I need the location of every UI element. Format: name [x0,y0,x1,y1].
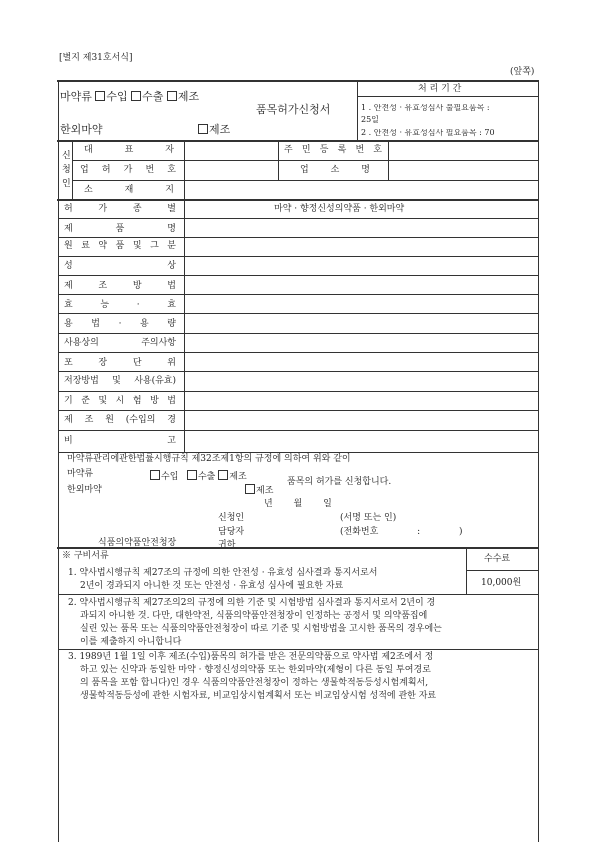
statement-date: 년 월 일 [264,499,332,509]
checkbox-statement-export[interactable] [187,470,197,480]
phone-field[interactable]: (전화번호 : ) [340,527,463,537]
checkbox-export[interactable] [131,91,141,101]
row-label-package-unit: 포 장 단 위 [64,358,176,368]
doc-item-1-line-1: 1. 약사법시행규칙 제27조의 규정에 의한 안전성 · 유효성 심사결과 통지서로서 [68,568,378,578]
statement-option-2: 제조 [245,484,273,496]
row-label-storage: 저장방법 및 사용(유효) [64,376,176,386]
manager-label: 담당자 [218,527,245,537]
doc-item-3-line-4: 생물학적동등성에 관한 시험자료, 비교임상시험계획서 또는 비교임상시험 성적에 관한 자료 [80,691,437,701]
processing-item-2: 2 . 안전성 · 유효성심사 필요품목 : 70 [361,129,495,137]
statement-prefix-2: 한외마약 [67,485,102,495]
doc-item-2-line-4: 이를 제출하지 아니합니다 [80,637,182,647]
row-value-permit-type: 마약 · 향정신성의약품 · 한외마약 [274,204,405,214]
processing-period-label: 처 리 기 간 [418,84,462,94]
checkbox-import[interactable] [95,91,105,101]
fee-label: 수수료 [484,554,511,564]
applicant-side-2: 청 [62,165,71,175]
applicant-side-3: 인 [62,179,71,189]
title-line2-option: 제조 [198,124,230,135]
fee-value: 10,000원 [481,578,522,588]
label-business-name: 업 소 명 [300,165,370,175]
statement-suffix: 품목의 허가를 신청합니다. [287,477,392,487]
applicant-side-1: 신 [62,151,71,161]
addressee-suffix: 귀하 [218,540,236,550]
row-label-remarks: 비 고 [64,436,176,446]
doc-item-2-line-2: 과되지 아니한 것. 다만, 대한약전, 식품의약품안전청장이 인정하는 공정서 및 의약품집에 [80,611,428,621]
row-label-product-name: 제 품 명 [64,224,176,234]
checkbox-statement-import[interactable] [150,470,160,480]
processing-item-1b: 25일 [361,115,379,124]
row-label-appearance: 성 상 [64,261,176,271]
doc-item-3-line-3: 의 품목을 포함 합니다)인 경우 식품의약품안전청장이 정하는 생물학적동등성시험계획서, [80,678,429,688]
doc-item-2-line-3: 실린 있는 품목 또는 식품의약품안전청장이 따로 기준 및 시험방법을 고시한 품목의 경우에는 [80,624,442,634]
row-label-ingredients: 원 료 약 품 및 그 분 [64,241,176,251]
processing-item-1: 1 . 안전성 · 유효성심사 불필요품목 : [361,104,490,112]
statement-options: 수입 수출 제조 [150,470,247,482]
doc-item-2-line-1: 2. 약사법시행규칙 제27조의2의 규정에 의한 기준 및 시험방법 심사결과 통지서로서 2년이 경 [68,598,436,608]
statement-prefix-1: 마약류 [67,469,94,479]
checkbox-statement-manufacture[interactable] [218,470,228,480]
row-label-permit-type: 허 가 종 별 [64,204,176,214]
title-line1: 마약류 수입 수출 제조 [60,90,200,103]
doc-item-3-line-2: 하고 있는 신약과 동일한 마약 · 향정신성의약품 또는 한외마약(제형이 다른 동일 투여경로 [80,665,431,675]
form-number: [별지 제31호서식] [59,53,133,63]
title-line2-prefix: 한외마약 [60,123,103,136]
label-address: 소 재 지 [84,185,174,195]
doc-item-1-line-2: 2년이 경과되지 아니한 것 또는 안전성 · 유효성 심사에 필요한 자료 [80,581,344,591]
required-docs-title: ※ 구비서류 [62,551,109,561]
page-side-label: (앞쪽) [510,67,535,77]
statement-intro: 마약류관리에관한법률시행규칙 제32조제1항의 규정에 의하여 위와 같이 [67,454,351,464]
checkbox-statement-manufacture-2[interactable] [245,484,255,494]
row-label-precautions: 사용상의 주의사항 [64,338,176,348]
label-representative: 대 표 자 [84,145,174,155]
row-label-dosage: 용 법 · 용 량 [64,319,176,329]
label-business-license: 업 허 가 번 호 [80,165,176,175]
checkbox-manufacture[interactable] [167,91,177,101]
row-label-manufacturing-method: 제 조 방 법 [64,281,176,291]
signature-field[interactable]: (서명 또는 인) [340,513,397,523]
doc-item-3-line-1: 3. 1989년 1월 1일 이후 제조(수입)품목의 허가를 받은 전문의약품으로 약사법 제2조에서 정 [68,652,434,662]
label-resident-number: 주 민 등 록 번 호 [284,145,382,155]
row-label-efficacy: 효 능 · 효 [64,300,176,310]
addressee: 식품의약품안전청장 [98,538,177,548]
checkbox-manufacture-2[interactable] [198,124,208,134]
row-label-manufacturer: 제 조 원 (수입의 경 [64,415,176,425]
form-title: 품목허가신청서 [256,103,331,116]
applicant-label: 신청인 [218,513,245,523]
row-label-test-method: 기 준 및 시 험 방 법 [64,396,176,406]
